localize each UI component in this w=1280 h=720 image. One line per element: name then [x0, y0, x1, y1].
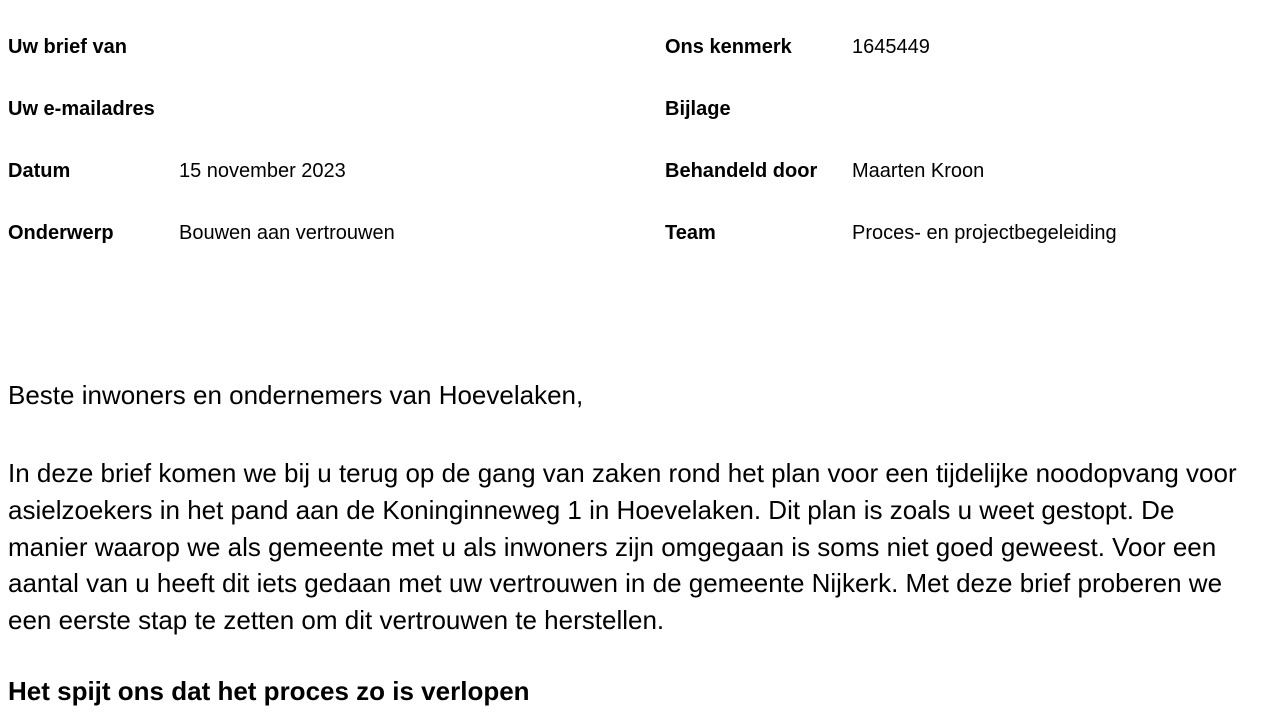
meta-value-datum: 15 november 2023 — [179, 160, 346, 182]
meta-value-team: Proces- en projectbegeleiding — [852, 222, 1117, 244]
meta-label-team: Team — [665, 222, 716, 244]
meta-label-uw-brief-van: Uw brief van — [8, 36, 127, 58]
letter-paragraph: In deze brief komen we bij u terug op de gang van zaken rond het plan voor een tijdelijke noodopvang voor asielzoekers in het pand aan de Koninginneweg 1 in Hoevelaken. Dit plan is zoals u weet gestopt. De manier waarop we als gemeente met u als inwoners zijn omgegaan is soms niet goed geweest. Voor een aantal van u heeft dit iets gedaan met uw vertrouwen in de gemeente Nijkerk. Met deze brief proberen we een eerste stap te zetten om dit vertrouwen te herstellen. — [8, 458, 1237, 636]
meta-label-behandeld-door: Behandeld door — [665, 160, 818, 182]
meta-value-onderwerp: Bouwen aan vertrouwen — [179, 222, 395, 244]
meta-value-ons-kenmerk: 1645449 — [852, 36, 930, 58]
section-heading: Het spijt ons dat het proces zo is verlopen — [8, 676, 530, 706]
meta-label-uw-emailadres: Uw e-mailadres — [8, 98, 155, 120]
letter-salutation: Beste inwoners en ondernemers van Hoevelaken, — [8, 380, 584, 410]
meta-value-behandeld-door: Maarten Kroon — [852, 160, 985, 182]
meta-label-onderwerp: Onderwerp — [8, 222, 114, 244]
meta-label-datum: Datum — [8, 160, 71, 182]
meta-label-bijlage: Bijlage — [665, 98, 731, 120]
meta-label-ons-kenmerk: Ons kenmerk — [665, 36, 792, 58]
